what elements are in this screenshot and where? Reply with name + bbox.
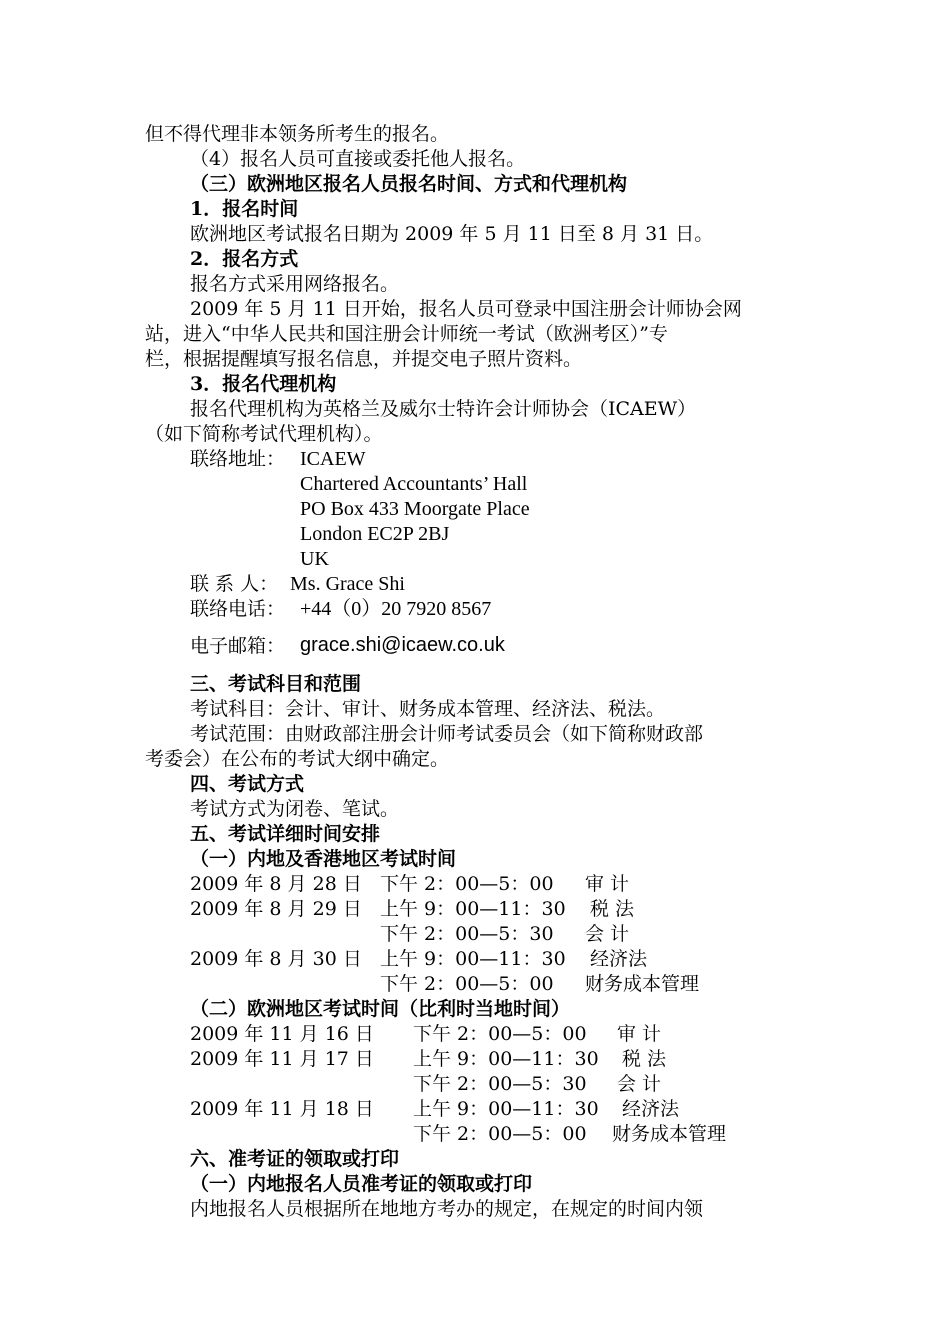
schedule-subject: 经济法 — [622, 1098, 680, 1120]
schedule-subject: 税 法 — [622, 1048, 667, 1070]
paragraph-line: 报名方式采用网络报名。 — [190, 273, 400, 295]
subheading: 2．报名方式 — [190, 248, 299, 270]
schedule-time: 上午 9：00—11：30 — [413, 1048, 599, 1070]
schedule-time: 下午 2：00—5：00 — [413, 1123, 587, 1145]
section-heading: 三、考试科目和范围 — [190, 673, 362, 695]
schedule-date: 2009 年 8 月 29 日 — [190, 898, 362, 920]
address-line: London EC2P 2BJ — [300, 523, 450, 545]
schedule-subject: 会 计 — [617, 1073, 662, 1095]
schedule-date: 2009 年 8 月 30 日 — [190, 948, 362, 970]
section-heading: 六、准考证的领取或打印 — [190, 1148, 400, 1170]
paragraph-line: 但不得代理非本领务所考生的报名。 — [145, 123, 450, 145]
address-line: ICAEW — [300, 448, 366, 470]
section-heading: 四、考试方式 — [190, 773, 305, 795]
contact-person-label: 联 系 人： — [190, 573, 279, 595]
schedule-time: 上午 9：00—11：30 — [380, 948, 566, 970]
section-heading: 五、考试详细时间安排 — [190, 823, 381, 845]
address-label: 联络地址： — [190, 448, 286, 470]
schedule-subject: 审 计 — [585, 873, 630, 895]
schedule-subject: 会 计 — [585, 923, 630, 945]
contact-person: Ms. Grace Shi — [290, 573, 405, 595]
schedule-subject: 审 计 — [617, 1023, 662, 1045]
address-line: PO Box 433 Moorgate Place — [300, 498, 530, 520]
paragraph-line: 考委会）在公布的考试大纲中确定。 — [145, 748, 450, 770]
schedule-time: 下午 2：00—5：30 — [413, 1073, 587, 1095]
paragraph-line: 站，进入“中华人民共和国注册会计师统一考试（欧洲考区）”专 — [145, 323, 668, 345]
schedule-time: 上午 9：00—11：30 — [413, 1098, 599, 1120]
email-label: 电子邮箱： — [190, 635, 286, 657]
paragraph-line: 欧洲地区考试报名日期为 2009 年 5 月 11 日至 8 月 31 日。 — [190, 223, 714, 245]
schedule-time: 上午 9：00—11：30 — [380, 898, 566, 920]
phone-number: +44（0）20 7920 8567 — [300, 598, 492, 620]
subsection-heading: （三）欧洲地区报名人员报名时间、方式和代理机构 — [190, 173, 628, 195]
paragraph-line: 栏，根据提醒填写报名信息，并提交电子照片资料。 — [145, 348, 583, 370]
paragraph-line: 内地报名人员根据所在地地方考办的规定，在规定的时间内领 — [190, 1198, 704, 1220]
schedule-date: 2009 年 11 月 18 日 — [190, 1098, 374, 1120]
schedule-time: 下午 2：00—5：30 — [380, 923, 554, 945]
paragraph-line: （如下简称考试代理机构）。 — [145, 423, 383, 445]
address-line: UK — [300, 548, 329, 570]
schedule-time: 下午 2：00—5：00 — [413, 1023, 587, 1045]
schedule-time: 下午 2：00—5：00 — [380, 873, 554, 895]
paragraph-line: 考试科目：会计、审计、财务成本管理、经济法、税法。 — [190, 698, 666, 720]
paragraph-line: （4）报名人员可直接或委托他人报名。 — [190, 148, 526, 170]
schedule-time: 下午 2：00—5：00 — [380, 973, 554, 995]
schedule-date: 2009 年 11 月 16 日 — [190, 1023, 374, 1045]
subsection-heading: （二）欧洲地区考试时间（比利时当地时间） — [190, 998, 571, 1020]
paragraph-line: 考试方式为闭卷、笔试。 — [190, 798, 400, 820]
phone-label: 联络电话： — [190, 598, 286, 620]
address-line: Chartered Accountants’ Hall — [300, 473, 528, 495]
paragraph-line: 报名代理机构为英格兰及威尔士特许会计师协会（ICAEW） — [190, 398, 697, 420]
schedule-subject: 财务成本管理 — [612, 1123, 727, 1145]
subsection-heading: （一）内地报名人员准考证的领取或打印 — [190, 1173, 533, 1195]
email-address: grace.shi@icaew.co.uk — [300, 634, 505, 656]
schedule-date: 2009 年 8 月 28 日 — [190, 873, 362, 895]
subheading: 1．报名时间 — [190, 198, 299, 220]
subheading: 3．报名代理机构 — [190, 373, 337, 395]
paragraph-line: 考试范围：由财政部注册会计师考试委员会（如下简称财政部 — [190, 723, 704, 745]
schedule-subject: 经济法 — [590, 948, 648, 970]
schedule-subject: 税 法 — [590, 898, 635, 920]
subsection-heading: （一）内地及香港地区考试时间 — [190, 848, 457, 870]
schedule-date: 2009 年 11 月 17 日 — [190, 1048, 374, 1070]
paragraph-line: 2009 年 5 月 11 日开始，报名人员可登录中国注册会计师协会网 — [190, 298, 742, 320]
schedule-subject: 财务成本管理 — [585, 973, 700, 995]
